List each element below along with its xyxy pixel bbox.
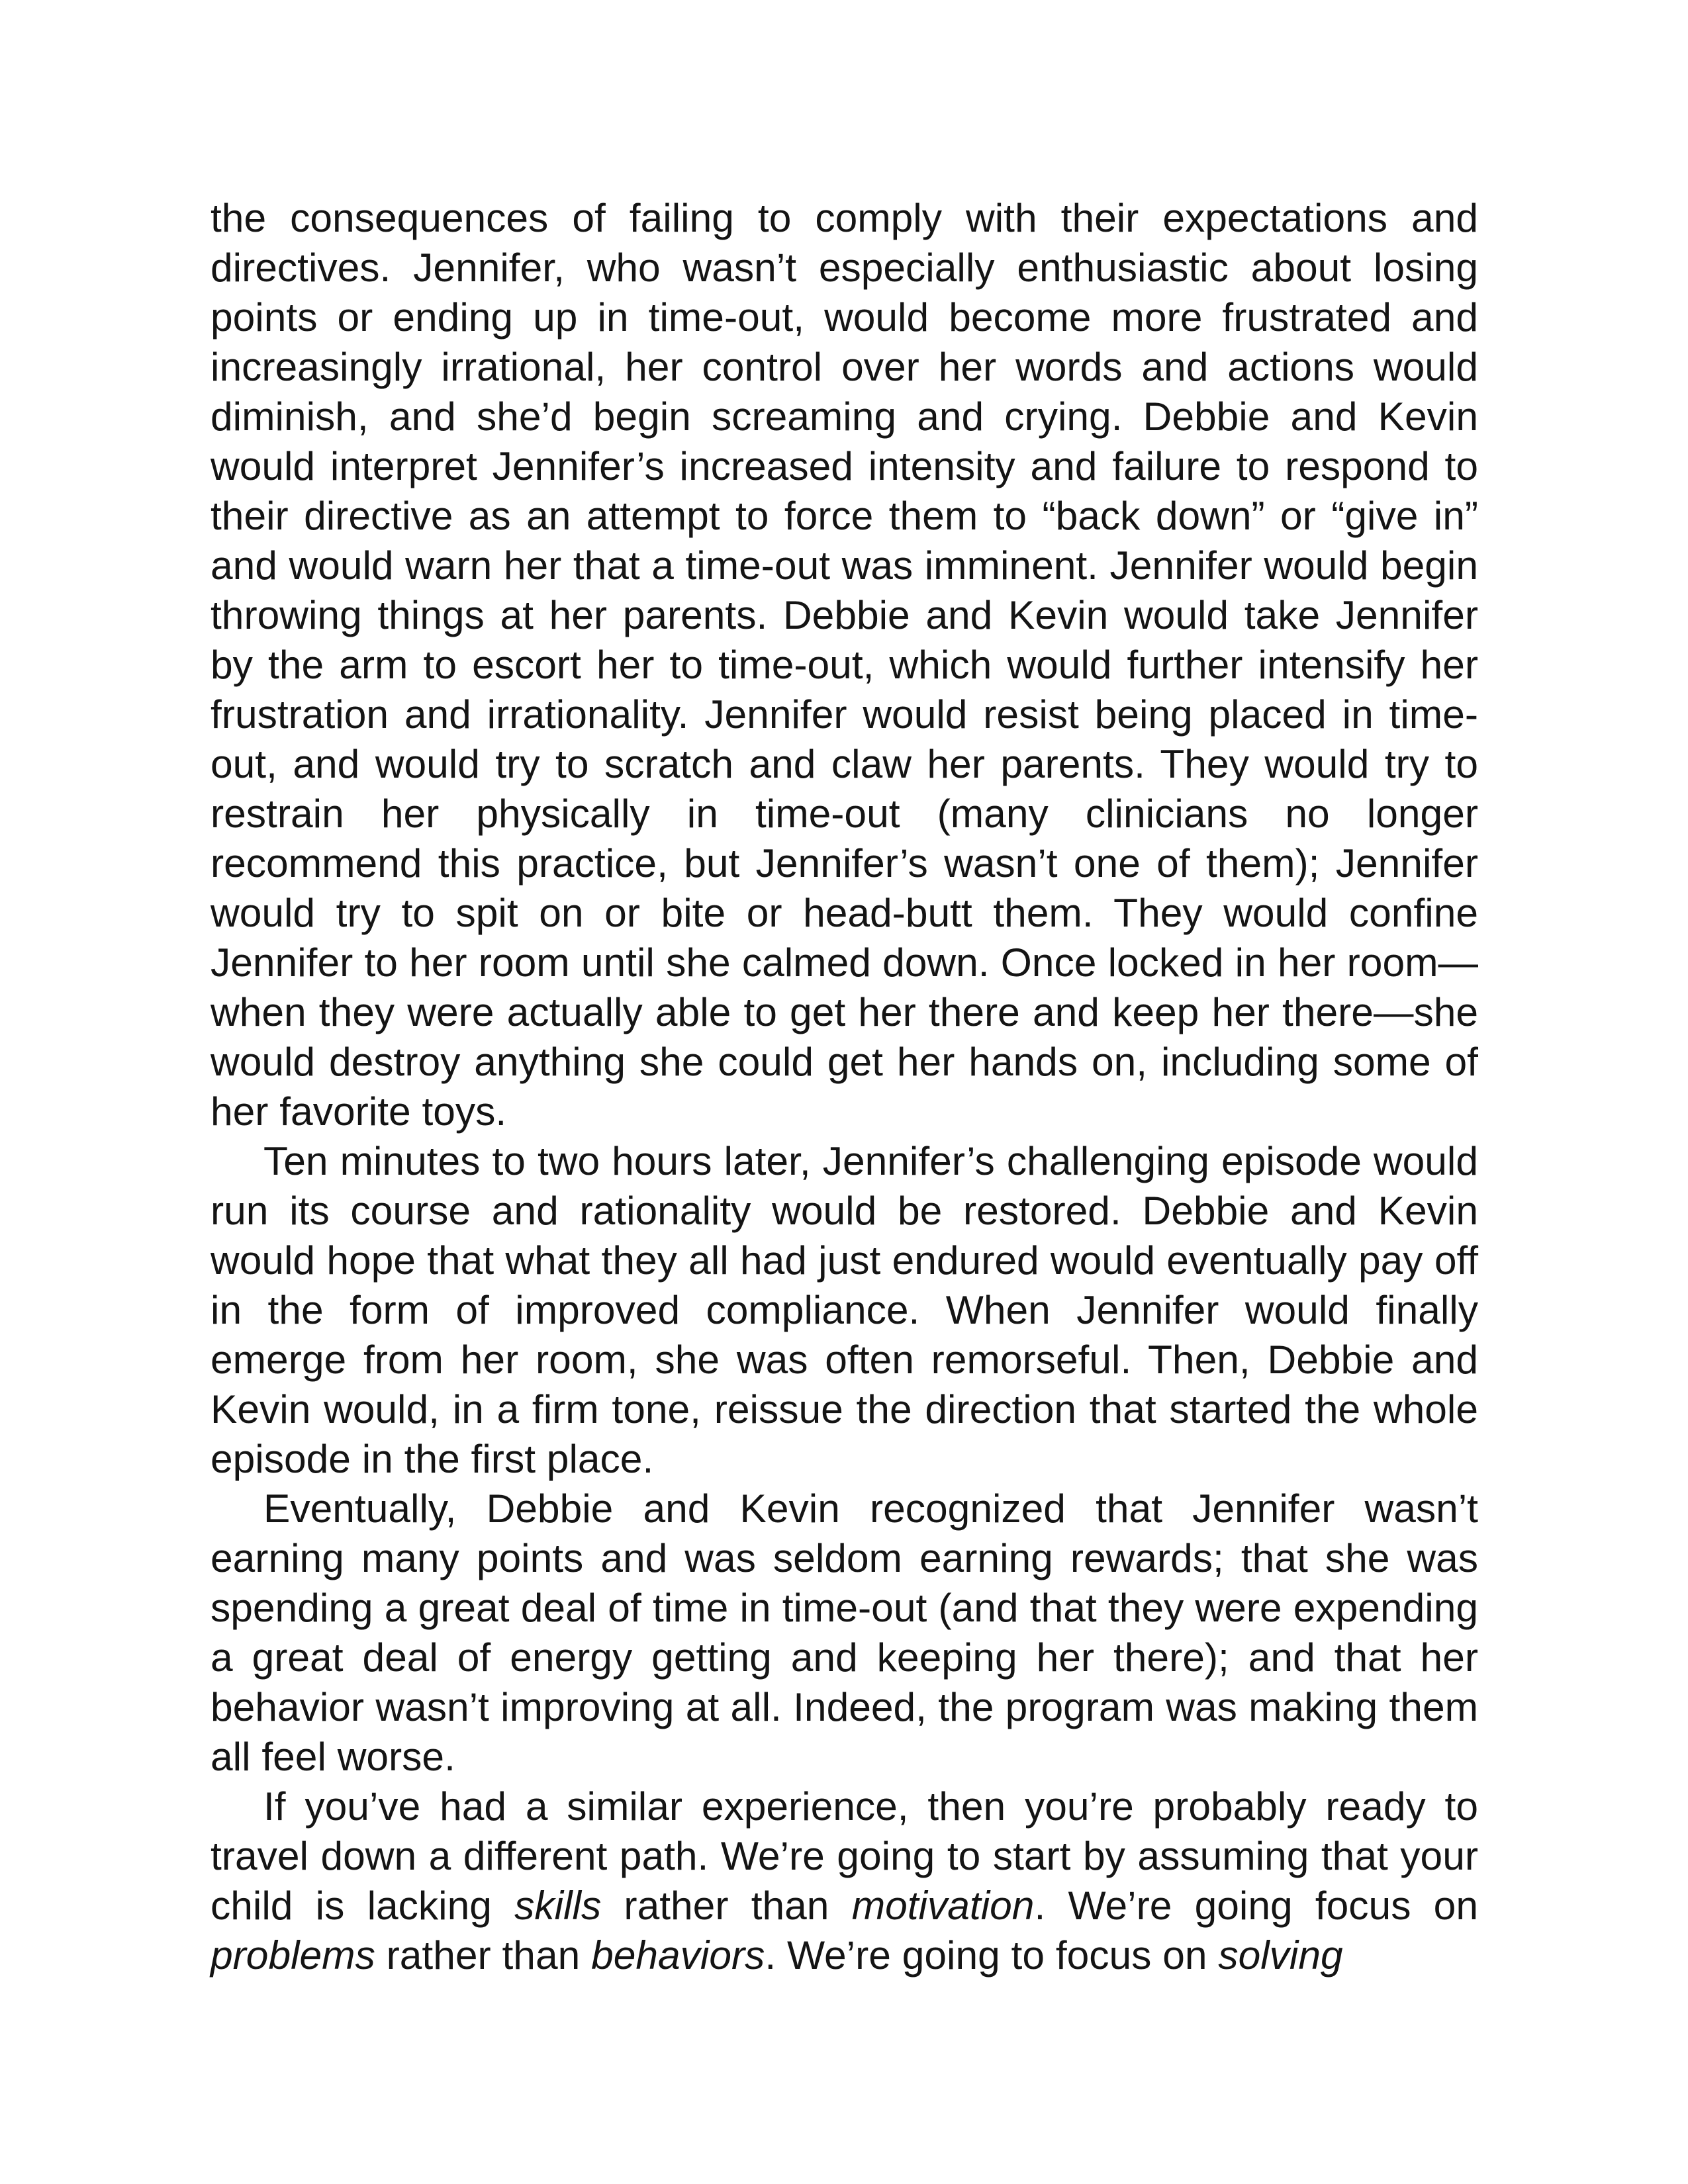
paragraph-text: Eventually, Debbie and Kevin recognized that Jennifer wasn’t earning many points and was seldom earning rewards; that she was spending a great deal of time in time-out (and that they were expending a great deal of energy getting and keeping her there); and that her behavior wasn’t improving at all. Indeed, the program was making them all feel worse. — [211, 1486, 1478, 1779]
paragraph-text: If you’ve had a similar experience, then you’re probably ready to travel down a different path. We’re going to start by assuming that your child is lacking — [211, 1784, 1478, 1928]
paragraph-1 — [211, 193, 1478, 1136]
italic-emphasis: solving — [1218, 1933, 1343, 1978]
document-page — [211, 193, 1478, 1980]
italic-emphasis: motivation — [851, 1883, 1035, 1928]
paragraph-4 — [211, 1782, 1478, 1980]
paragraph-text: . We’re going to focus on — [765, 1933, 1219, 1978]
paragraph-2 — [211, 1136, 1478, 1484]
paragraph-text: rather than — [601, 1883, 852, 1928]
italic-emphasis: behaviors — [591, 1933, 765, 1978]
paragraph-text: . We’re going focus on — [1034, 1883, 1478, 1928]
paragraph-3 — [211, 1484, 1478, 1782]
italic-emphasis: problems — [211, 1933, 375, 1978]
paragraph-text: Ten minutes to two hours later, Jennifer’s challenging episode would run its course and rationality would be restored. Debbie and Kevin would hope that what they all had just endured would eventually pay off in the form of improved compliance. When Jennifer would finally emerge from her room, she was often remorseful. Then, Debbie and Kevin would, in a firm tone, reissue the direction that started the whole episode in the first place. — [211, 1138, 1478, 1481]
paragraph-text: the consequences of failing to comply with their expectations and directives. Jennifer, who wasn’t especially enthusiastic about losing points or ending up in time-out, would become more frustrated and increasingly irrational, her control over her words and actions would diminish, and she’d begin screaming and crying. Debbie and Kevin would interpret Jennifer’s increased intensity and failure to respond to their directive as an attempt to force them to “back down” or “give in” and would warn her that a time-out was imminent. Jennifer would begin throwing things at her parents. Debbie and Kevin would take Jennifer by the arm to escort her to time-out, which would further intensify her frustration and irrationality. Jennifer would resist being placed in time-out, and would try to scratch and claw her parents. They would try to restrain her physically in time-out (many clinicians no longer recommend this practice, but Jennifer’s wasn’t one of them); Jennifer would try to spit on or bite or head-butt them. They would confine Jennifer to her room until she calmed down. Once locked in her room—when they were actually able to get her there and keep her there—she would destroy anything she could get her hands on, including some of her favorite toys. — [211, 195, 1478, 1134]
italic-emphasis: skills — [514, 1883, 602, 1928]
paragraph-text: rather than — [375, 1933, 592, 1978]
